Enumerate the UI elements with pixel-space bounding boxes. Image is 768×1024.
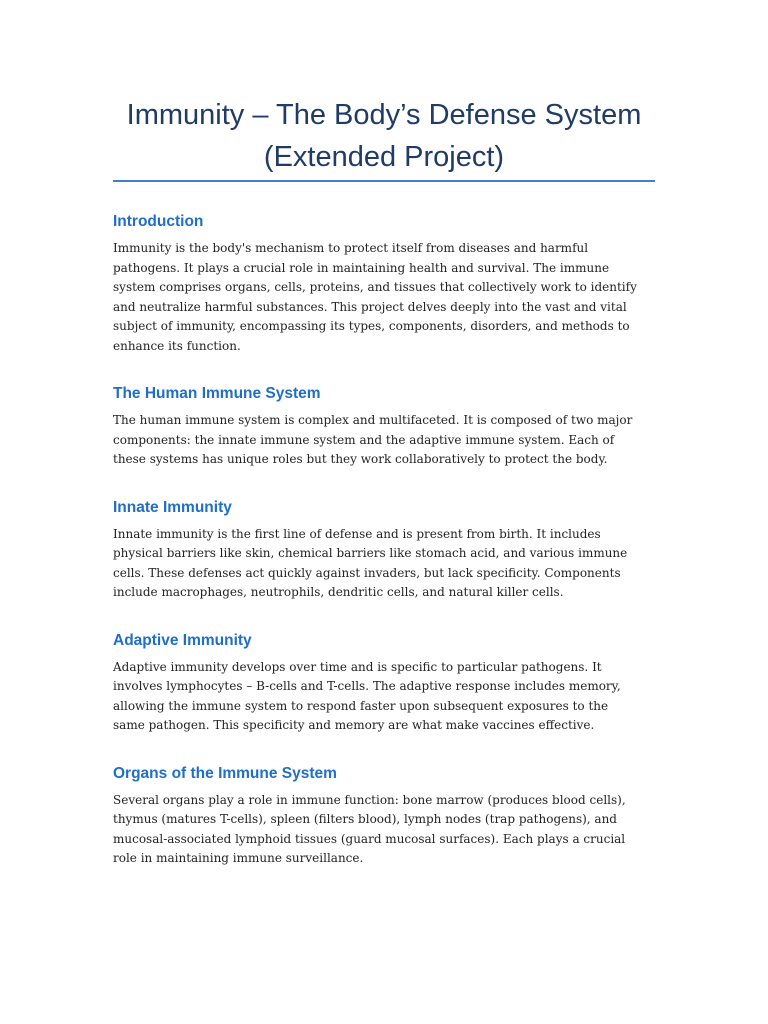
document-title-line-2: (Extended Project) (263, 141, 505, 173)
document-title (113, 94, 655, 178)
title-block (113, 94, 655, 178)
section-paragraph: Several organs play a role in immune function: bone marrow (produces blood cells), thymus (matures T-cells), spleen (filters blood), lymph nodes (trap pathogens), and mucosal-associated lymphoid tissues (guard mucosal surfaces). Each plays a crucial role in maintaining immune surveillance. (113, 792, 626, 865)
section-heading: Adaptive Immunity (113, 631, 252, 649)
section-paragraph: The human immune system is complex and multifaceted. It is composed of two major components: the innate immune system and the adaptive immune system. Each of these systems has unique roles but they work collaboratively to protect the body. (113, 413, 633, 466)
section-paragraph: Innate immunity is the first line of defense and is present from birth. It includes physical barriers like skin, chemical barriers like stomach acid, and various immune cells. These defenses act quickly against invaders, but lack specificity. Components include macrophages, neutrophils, dendritic cells, and natural killer cells. (113, 526, 628, 599)
section-adaptive-immunity (113, 629, 643, 736)
section-heading: Organs of the Immune System (113, 764, 337, 782)
section-human-immune-system (113, 382, 643, 470)
section-paragraph: Immunity is the body's mechanism to protect itself from diseases and harmful pathogens. It plays a crucial role in maintaining health and survival. The immune system comprises organs, cells, proteins, and tissues that collectively work to identify and neutralize harmful substances. This project delves deeply into the vast and vital subject of immunity, encompassing its types, components, disorders, and methods to enhance its function. (113, 241, 637, 353)
section-paragraph: Adaptive immunity develops over time and is specific to particular pathogens. It involves lymphocytes – B-cells and T-cells. The adaptive response includes memory, allowing the immune system to respond faster upon subsequent exposures to the same pathogen. This specificity and memory are what make vaccines effective. (113, 659, 621, 732)
section-innate-immunity (113, 496, 643, 603)
title-underline-rule (113, 180, 655, 182)
section-heading: Innate Immunity (113, 498, 232, 516)
document-title-line-1: Immunity – The Body’s Defense System (126, 99, 642, 131)
section-heading: The Human Immune System (113, 385, 321, 402)
section-introduction (113, 210, 643, 356)
section-organs-of-immune-system (113, 762, 643, 869)
document-body (113, 210, 643, 895)
section-heading: Introduction (113, 213, 204, 230)
